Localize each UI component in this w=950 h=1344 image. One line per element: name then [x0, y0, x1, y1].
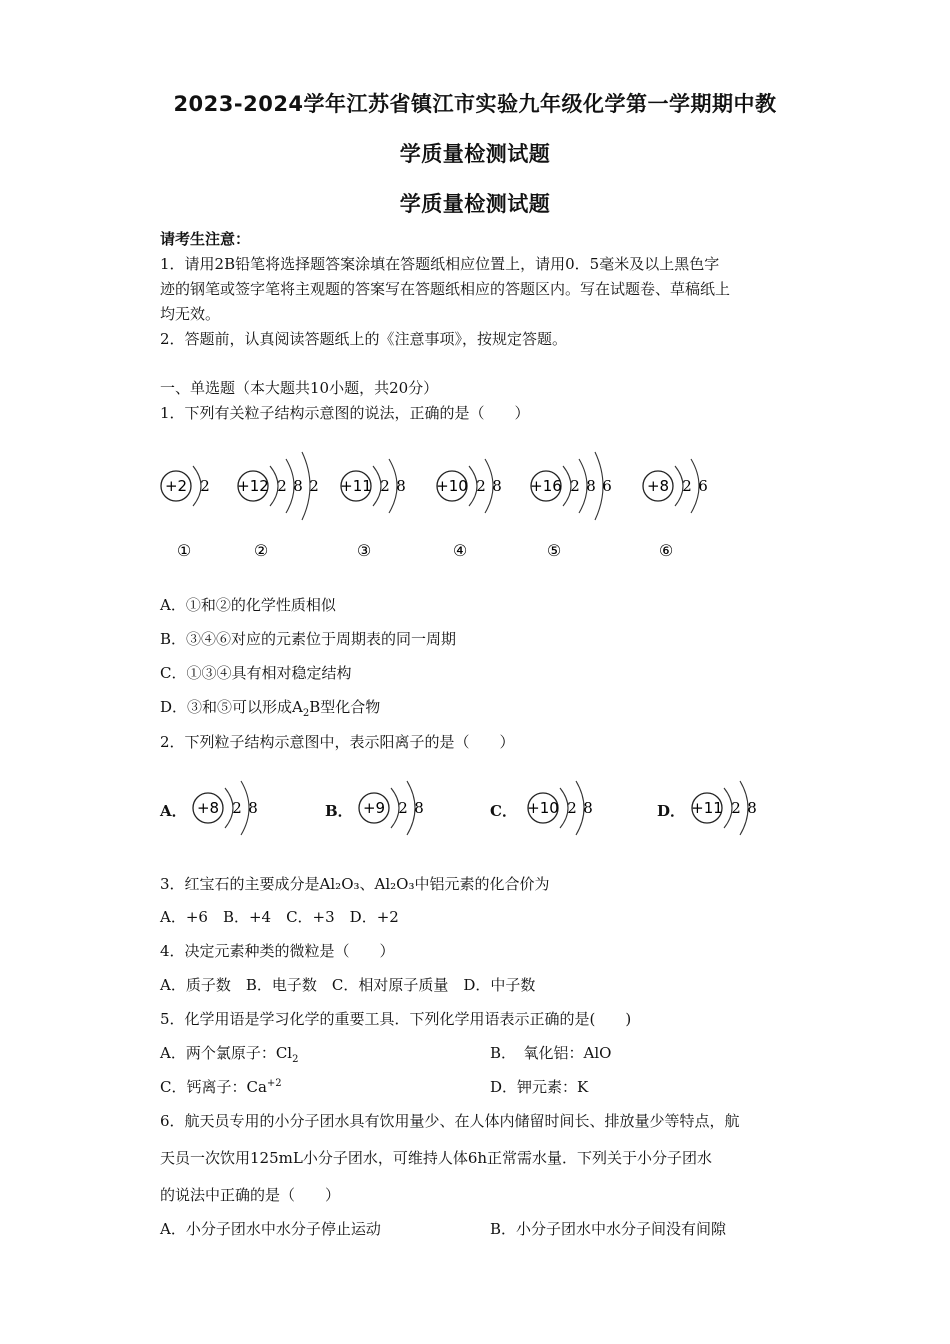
- page-title: 2023-2024学年江苏省镇江市实验九年级化学第一学期期中教: [173, 92, 777, 116]
- q6-option-b[interactable]: B．小分子团水中水分子间没有间隙: [490, 1220, 727, 1238]
- q1-atom-3-label: ③: [356, 541, 372, 560]
- q5-option-c-sup: +2: [266, 1078, 282, 1089]
- q1-atom-2-label: ②: [253, 541, 269, 560]
- q2-option-d-atom-shell-electrons: 2: [731, 799, 741, 817]
- q1-atom-3-nucleus-charge: +11: [340, 477, 372, 495]
- q1-atom-5-shell-electrons: 6: [602, 477, 612, 495]
- q1-atom-4-shell-electrons: 2: [476, 477, 486, 495]
- section-heading: 一、单选题（本大题共10小题，共20分）: [160, 379, 439, 397]
- q2-option-a-atom-shell-electrons: 2: [232, 799, 242, 817]
- q5-option-c-pre: C．钙离子：Ca: [160, 1078, 267, 1096]
- q2-option-c-atom-shell-electrons: 8: [583, 799, 593, 817]
- q2-option-d-atom-shell-electrons: 8: [747, 799, 757, 817]
- q2-option-d-atom-nucleus-charge: +11: [691, 799, 723, 817]
- q1-option-d-sub: 2: [302, 708, 310, 719]
- q5-option-b[interactable]: B． 氧化铝：AlO: [490, 1044, 612, 1062]
- q1-atom-2-shell-electrons: 8: [293, 477, 303, 495]
- notice-p2: 2．答题前，认真阅读答题纸上的《注意事项》，按规定答题。: [160, 330, 568, 348]
- q1-atom-2-shell-electrons: 2: [277, 477, 287, 495]
- q1-stem: 1．下列有关粒子结构示意图的说法，正确的是（ ）: [160, 404, 530, 422]
- q2-option-a-atom-shell-electrons: 8: [248, 799, 258, 817]
- q5-option-a-pre: A．两个氯原子：Cl: [160, 1044, 293, 1062]
- q2-option-b[interactable]: B．: [325, 802, 353, 820]
- q1-atom-2-nucleus-charge: +12: [237, 477, 269, 495]
- q1-atom-5-shell-electrons: 2: [570, 477, 580, 495]
- q1-atom-5-nucleus-charge: +16: [530, 477, 562, 495]
- q1-option-a[interactable]: A．①和②的化学性质相似: [160, 596, 336, 614]
- q1-atom-5-shell-electrons: 8: [586, 477, 596, 495]
- q2-stem: 2．下列粒子结构示意图中，表示阳离子的是（ ）: [160, 733, 515, 751]
- q1-atom-4-nucleus-charge: +10: [436, 477, 468, 495]
- q5-option-d[interactable]: D．钾元素：K: [490, 1078, 589, 1096]
- q3-options[interactable]: A．+6 B．+4 C．+3 D．+2: [160, 908, 399, 926]
- q5-option-c[interactable]: [160, 1076, 282, 1097]
- page-title-line2: 学质量检测试题: [399, 142, 551, 166]
- q1-atom-6-nucleus-charge: +8: [646, 477, 670, 495]
- q1-atom-4-shell-electrons: 8: [492, 477, 502, 495]
- q2-option-b-atom-nucleus-charge: +9: [362, 799, 386, 817]
- page-title-line3: 学质量检测试题: [399, 192, 551, 216]
- q2-option-d[interactable]: D．: [657, 802, 686, 820]
- notice-p1c: 均无效。: [160, 305, 221, 323]
- q1-atom-3-shell-electrons: 2: [380, 477, 390, 495]
- q1-atom-1-label: ①: [176, 541, 192, 560]
- q6-option-a[interactable]: A．小分子团水中水分子停止运动: [160, 1220, 381, 1238]
- q1-atom-6-shell-electrons: 2: [682, 477, 692, 495]
- q2-option-c[interactable]: C．: [490, 802, 517, 820]
- q2-option-c-atom-shell-electrons: 2: [567, 799, 577, 817]
- q5-option-a-sub: 2: [292, 1054, 299, 1065]
- q2-option-b-atom-shell-electrons: 8: [414, 799, 424, 817]
- notice-p1b: 迹的钢笔或签字笔将主观题的答案写在答题纸相应的答题区内。写在试题卷、草稿纸上: [160, 280, 731, 298]
- q6-line3: 的说法中正确的是（ ）: [160, 1186, 341, 1204]
- q1-atom-4-label: ④: [452, 541, 468, 560]
- q5-stem: 5．化学用语是学习化学的重要工具．下列化学用语表示正确的是( ): [160, 1010, 632, 1028]
- q1-option-d-post: B型化合物: [309, 698, 381, 716]
- q1-atom-6-shell-electrons: 6: [698, 477, 708, 495]
- q2-option-a[interactable]: A．: [160, 802, 187, 820]
- q1-atom-5-label: ⑤: [546, 541, 562, 560]
- q1-atom-2-shell-electrons: 2: [309, 477, 319, 495]
- q3-stem: 3．红宝石的主要成分是Al₂O₃、Al₂O₃中铝元素的化合价为: [160, 875, 550, 893]
- q2-option-b-atom-shell-electrons: 2: [398, 799, 408, 817]
- q1-atom-1-shell-electrons: 2: [200, 477, 210, 495]
- q2-option-a-atom-nucleus-charge: +8: [196, 799, 220, 817]
- q1-option-b[interactable]: B．③④⑥对应的元素位于周期表的同一周期: [160, 630, 457, 648]
- q1-atom-3-shell-electrons: 8: [396, 477, 406, 495]
- q6-line1: 6．航天员专用的小分子团水具有饮用量少、在人体内储留时间长、排放量少等特点，航: [160, 1112, 740, 1130]
- q1-atom-6-label: ⑥: [658, 541, 674, 560]
- q1-atom-1-nucleus-charge: +2: [164, 477, 188, 495]
- q4-stem: 4．决定元素种类的微粒是（ ）: [160, 942, 395, 960]
- q1-option-c[interactable]: C．①③④具有相对稳定结构: [160, 664, 352, 682]
- notice-p1a: 1．请用2B铅笔将选择题答案涂填在答题纸相应位置上，请用0．5毫米及以上黑色字: [160, 255, 720, 273]
- q1-option-d-pre: D．③和⑤可以形成A: [160, 698, 303, 716]
- q5-option-a[interactable]: [160, 1042, 298, 1065]
- q2-option-c-atom-nucleus-charge: +10: [527, 799, 559, 817]
- q4-options[interactable]: A．质子数 B．电子数 C．相对原子质量 D．中子数: [160, 976, 536, 994]
- notice-heading: 请考生注意：: [160, 230, 251, 248]
- q6-line2: 天员一次饮用125mL小分子团水，可维持人体6h正常需水量．下列关于小分子团水: [160, 1149, 713, 1167]
